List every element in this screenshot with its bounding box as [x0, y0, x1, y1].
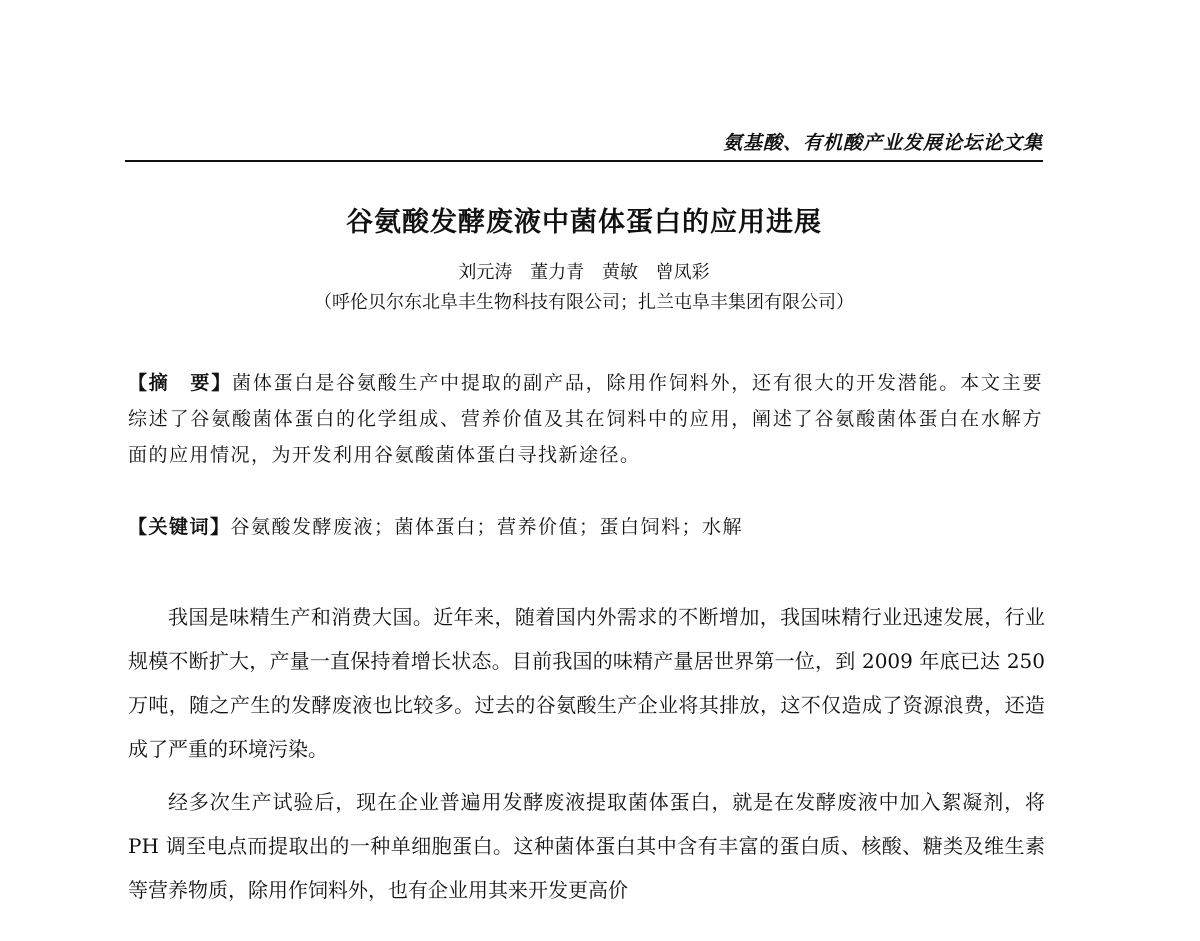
- running-header: 氨基酸、有机酸产业发展论坛论文集: [722, 132, 1043, 154]
- keywords-label: 【关键词】: [128, 516, 231, 538]
- body-paragraph: 我国是味精生产和消费大国。近年来，随着国内外需求的不断增加，我国味精行业迅速发展，行业规模不断扩大，产量一直保持着增长状态。目前我国的味精产量居世界第一位，到 2009 年底已达 250 万吨，随之产生的发酵废液也比较多。过去的谷氨酸生产企业将其排放，这不仅造成了资源浪费，还造成了严重的环境污染。: [128, 605, 1045, 761]
- affiliation: （呼伦贝尔东北阜丰生物科技有限公司；扎兰屯阜丰集团有限公司）: [314, 292, 854, 313]
- body-paragraph: 经多次生产试验后，现在企业普遍用发酵废液提取菌体蛋白，就是在发酵废液中加入絮凝剂，将 PH 调至电点而提取出的一种单细胞蛋白。这种菌体蛋白其中含有丰富的蛋白质、核酸、糖类及维生素等营养物质，除用作饲料外，也有企业用其来开发更高价: [128, 790, 1045, 902]
- abstract-label: 【摘 要】: [128, 372, 233, 394]
- keywords: [128, 509, 1043, 545]
- author-name: 刘元涛: [458, 262, 513, 283]
- paper-title: 谷氨酸发酵废液中菌体蛋白的应用进展: [346, 207, 822, 238]
- body-text: [128, 595, 1045, 921]
- author-name: 黄敏: [601, 262, 638, 283]
- author-name: 董力青: [530, 262, 585, 283]
- author-name: 曾凤彩: [655, 262, 710, 283]
- header-rule: [125, 160, 1043, 162]
- author-list: [125, 258, 1043, 284]
- abstract: [128, 365, 1043, 473]
- abstract-text: 菌体蛋白是谷氨酸生产中提取的副产品，除用作饲料外，还有很大的开发潜能。本文主要综述了谷氨酸菌体蛋白的化学组成、营养价值及其在饲料中的应用，阐述了谷氨酸菌体蛋白在水解方面的应用情况，为开发利用谷氨酸菌体蛋白寻找新途径。: [128, 372, 1043, 466]
- keywords-text: 谷氨酸发酵废液；菌体蛋白；营养价值；蛋白饲料；水解: [230, 516, 744, 538]
